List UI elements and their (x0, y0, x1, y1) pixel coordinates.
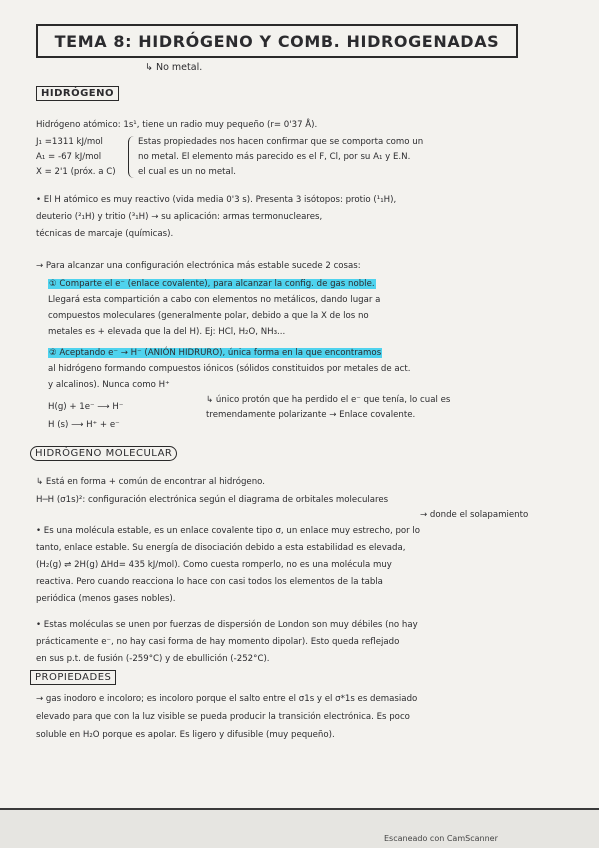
p2-line-1: Llegará esta compartición a cabo con elementos no metálicos, dando lugar a (48, 295, 381, 305)
prop-line-0: → gas inodoro e incoloro; es incoloro porque el salto entre el σ1s y el σ*1s es demasiado (36, 694, 418, 704)
p3-line-4: tremendamente polarizante → Enlace covalente. (206, 410, 416, 420)
prop-line-2: soluble en H₂O porque es apolar. Es ligero y difusible (muy pequeño). (36, 730, 335, 740)
mol-line-0: ↳ Está en forma + común de encontrar al hidrógeno. (36, 477, 265, 487)
prop-line-1: elevado para que con la luz visible se pueda producir la transición electrónica. Es poco (36, 712, 410, 722)
mol-line-4: tanto, enlace estable. Su energía de disociación debido a esta estabilidad es elevada, (36, 543, 406, 553)
mol-line-5: (H₂(g) ⇌ 2H(g) ΔHd= 435 kJ/mol). Como cuesta romperlo, no es una molécula muy (36, 560, 392, 570)
p3-line-1: al hidrógeno formando compuestos iónicos (sólidos constituidos por metales de act. (48, 364, 411, 374)
subtitle: ↳ No metal. (145, 62, 203, 73)
mol-line-9: prácticamente e⁻, no hay casi forma de hay momento dipolar). Esto queda reflejado (36, 637, 400, 647)
p3-line-3: ↳ único protón que ha perdido el e⁻ que tenía, lo cual es (206, 395, 451, 405)
prop-right-0: Estas propiedades nos hacen confirmar que se comporta como un (138, 137, 424, 147)
scan-bottom-rule (0, 808, 599, 810)
mol-line-3: • Es una molécula estable, es un enlace covalente tipo σ, un enlace muy estrecho, por lo (36, 526, 421, 536)
p2-line-2: compuestos moleculares (generalmente polar, debido a que la X de los no (48, 311, 369, 321)
prop-left-2: X = 2'1 (próx. a C) (36, 167, 116, 177)
section-heading-propiedades: PROPIEDADES (30, 670, 116, 685)
prop-right-1: no metal. El elemento más parecido es el F, Cl, por su A₁ y E.N. (138, 152, 411, 162)
mol-line-6: reactiva. Pero cuando reacciona lo hace con casi todos los elementos de la tabla (36, 577, 383, 587)
equation-1: H (s) ⟶ H⁺ + e⁻ (48, 420, 120, 430)
mol-line-10: en sus p.t. de fusión (-259°C) y de ebullición (-252°C). (36, 654, 270, 664)
mol-line-8: • Estas moléculas se unen por fuerzas de dispersión de London son muy débiles (no hay (36, 620, 418, 630)
prop-right-2: el cual es un no metal. (138, 167, 236, 177)
prop-left-1: A₁ = -67 kJ/mol (36, 152, 102, 162)
p1-line-0: • El H atómico es muy reactivo (vida media 0'3 s). Presenta 3 isótopos: protio (¹₁H), (36, 195, 397, 205)
equation-0: H(g) + 1e⁻ ⟶ H⁻ (48, 402, 124, 412)
p1-line-1: deuterio (²₁H) y tritio (³₁H) → su aplicación: armas termonucleares, (36, 212, 323, 222)
mol-line-1: H─H (σ1s)²: configuración electrónica según el diagrama de orbitales moleculares (36, 495, 389, 505)
mol-line-2: → donde el solapamiento (420, 510, 529, 520)
p2-line-0: ① Comparte el e⁻ (enlace covalente), para alcanzar la config. de gas noble. (49, 279, 375, 289)
section-heading-molecular: HIDRÓGENO MOLECULAR (30, 446, 177, 461)
p3-line-0: ② Aceptando e⁻ → H⁻ (ANIÓN HIDRURO), única forma en la que encontramos (49, 348, 382, 358)
prop-left-0: J₁ =1311 kJ/mol (36, 137, 103, 147)
brace-decoration (128, 136, 135, 178)
p1-line-2: técnicas de marcaje (químicas). (36, 229, 174, 239)
mol-line-7: periódica (menos gases nobles). (36, 594, 176, 604)
page-title: TEMA 8: HIDRÓGENO Y COMB. HIDROGENADAS (36, 24, 518, 58)
section-heading-hidrogeno: HIDRÓGENO (36, 86, 119, 101)
p3-line-2: y alcalinos). Nunca como H⁺ (48, 380, 170, 390)
p2-intro: → Para alcanzar una configuración electrónica más estable sucede 2 cosas: (36, 261, 361, 271)
scanner-watermark: Escaneado con CamScanner (384, 834, 498, 843)
scan-bottom-band (0, 808, 599, 848)
h-atomico-line: Hidrógeno atómico: 1s¹, tiene un radio muy pequeño (r= 0'37 Å). (36, 120, 318, 130)
p2-line-3: metales es + elevada que la del H). Ej: HCl, H₂O, NH₃... (48, 327, 286, 337)
